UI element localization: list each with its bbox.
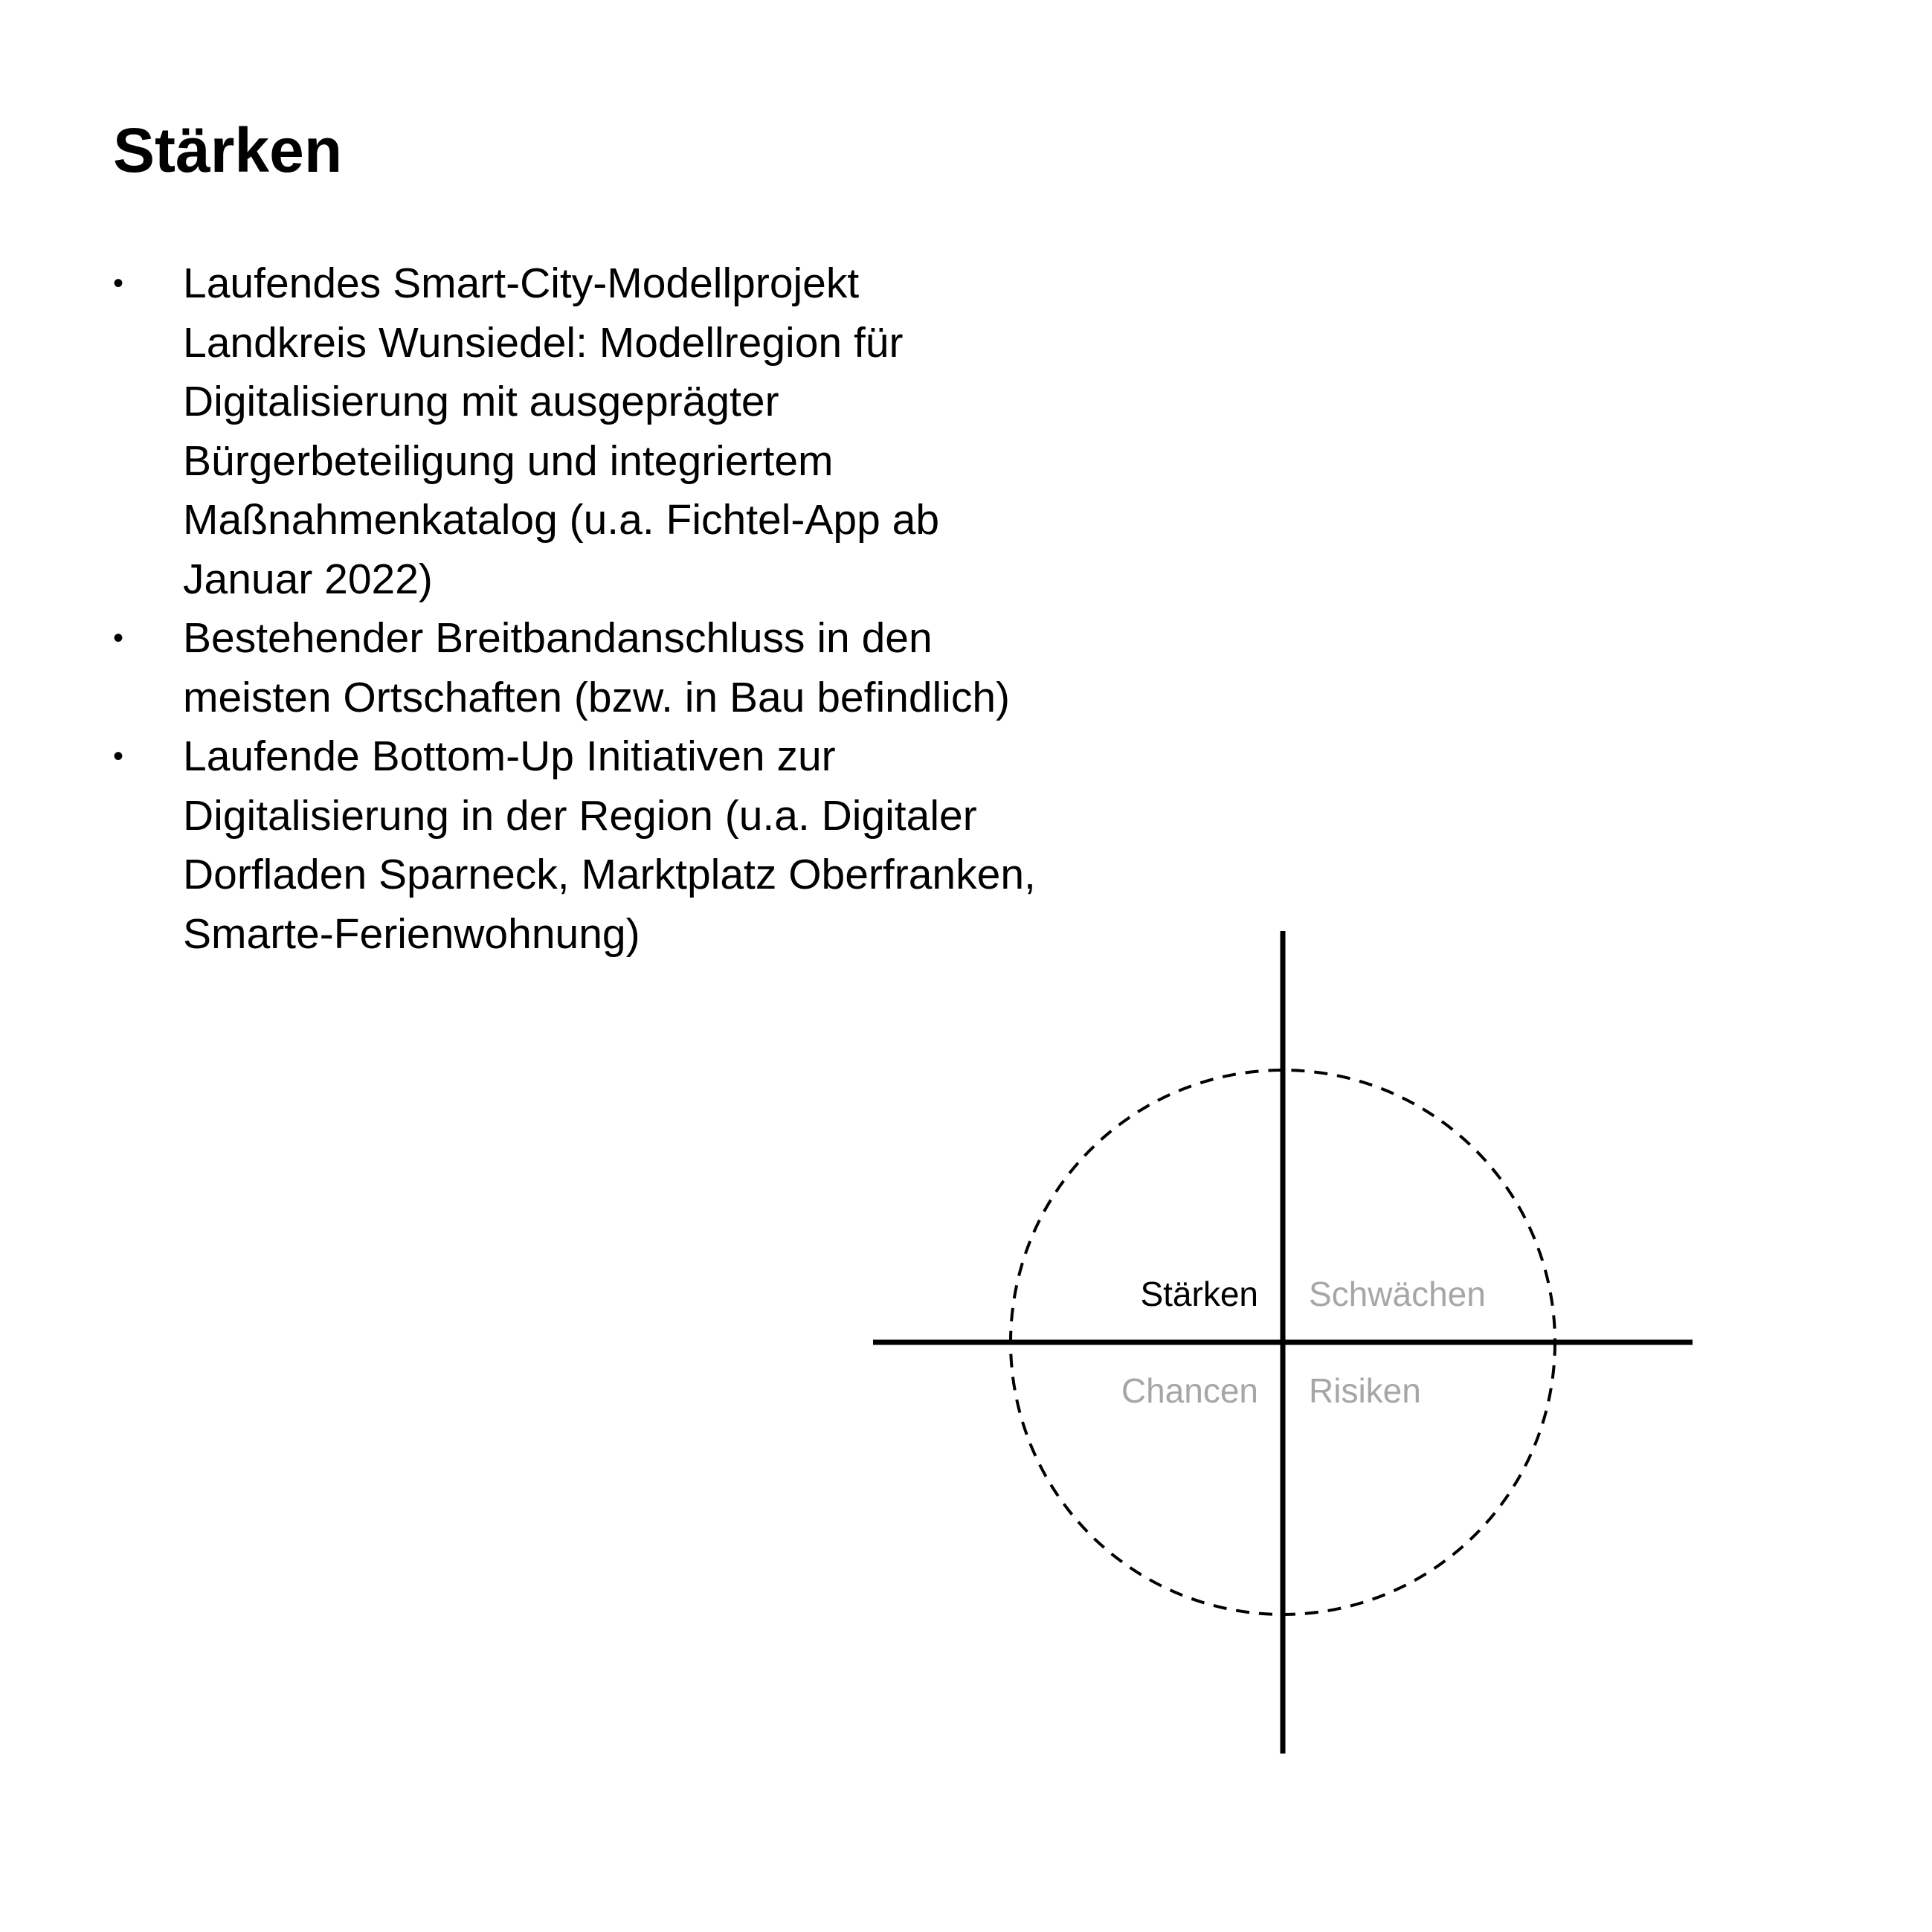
quadrant-label-strengths: Stärken: [1140, 1275, 1258, 1313]
quadrant-label-threats: Risiken: [1309, 1371, 1421, 1410]
strengths-list: [113, 254, 1043, 964]
quadrant-label-weaknesses: Schwächen: [1309, 1275, 1486, 1313]
bullet-icon: •: [113, 622, 124, 654]
bullet-icon: •: [113, 740, 124, 773]
swot-diagram-svg: [870, 930, 1696, 1755]
quadrant-label-opportunities: Chancen: [1121, 1371, 1258, 1410]
list-item: [113, 254, 1043, 609]
list-item: [113, 727, 1043, 964]
list-item: [113, 609, 1043, 727]
list-item-text: Laufendes Smart-City-Modellprojekt Landkreis Wunsiedel: Modellregion für Digitalisierung mit ausgeprägter Bürgerbeteiligung und integriertem Maßnahmenkatalog (u.a. Fichtel-App ab Januar 2022): [183, 260, 940, 603]
page-title: Stärken: [113, 115, 343, 185]
list-item-text: Laufende Bottom-Up Initiativen zur Digitalisierung in der Region (u.a. Digitaler Dorfladen Sparneck, Marktplatz Oberfranken, Smarte-Ferienwohnung): [183, 732, 1036, 958]
bullet-icon: •: [113, 267, 124, 300]
swot-diagram: [870, 930, 1696, 1755]
list-item-text: Bestehender Breitbandanschluss in den meisten Ortschaften (bzw. in Bau befindlich): [183, 614, 1011, 721]
